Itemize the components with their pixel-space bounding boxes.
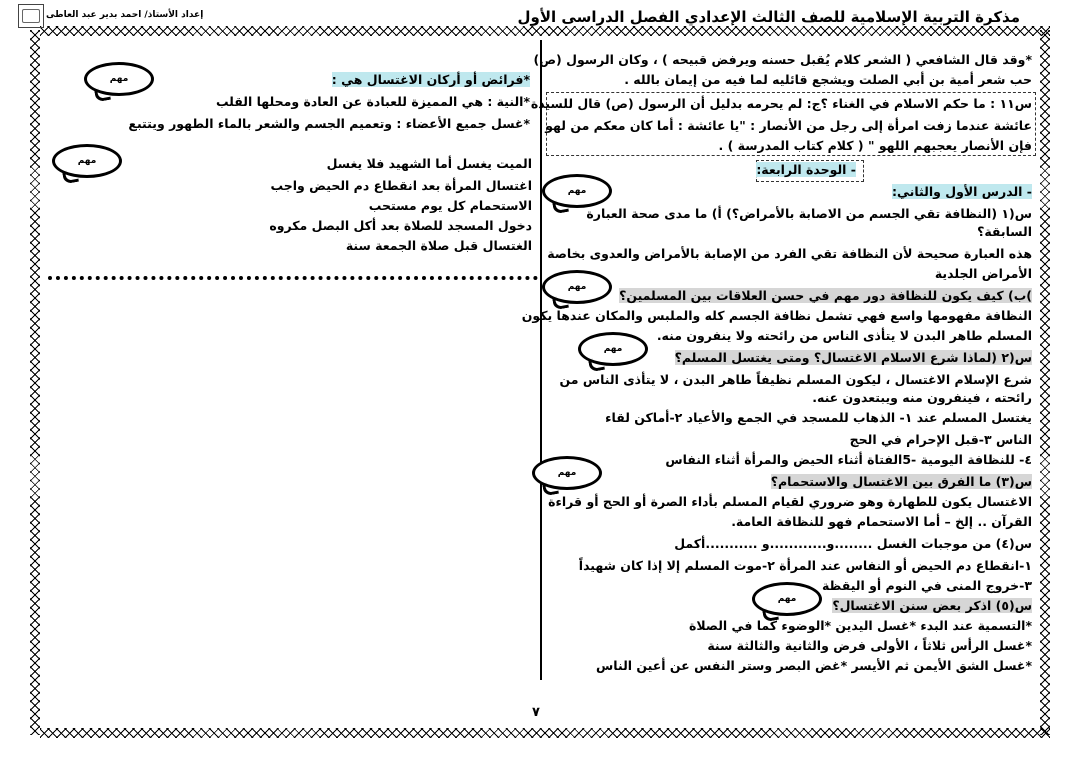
author-credit: إعداد الأستاذ/ احمد بدير عبد العاطى	[46, 10, 204, 20]
question-heading: س(٣) ما الفرق بين الاغتسال والاستحمام؟	[770, 474, 1032, 489]
decorative-border-right	[1040, 30, 1050, 735]
decorative-border-left	[30, 30, 40, 735]
right-line: *وقد قال الشافعي ( الشعر كلام يُقبل حسنه ويرفض قبيحه ) ، وكان الرسول (ص)	[533, 52, 1032, 67]
right-line: السابقة؟	[977, 224, 1032, 239]
important-badge: مهم	[752, 582, 822, 616]
important-badge: مهم	[52, 144, 122, 178]
left-line: دخول المسجد للصلاة بعد أكل البصل مكروه	[269, 218, 532, 233]
right-line: *غسل الرأس ثلاثاً ، الأولى فرض والثانية والثالثة سنة	[707, 638, 1032, 653]
dotted-separator	[48, 276, 538, 280]
right-line: س(١ (النظافة تقي الجسم من الاصابة بالأمراض؟) أ) ما مدى صحة العبارة	[586, 206, 1032, 221]
right-line: النظافة مفهومها واسع فهي تشمل نظافة الجسم كله والملبس والمكان عندها يكون	[521, 308, 1032, 323]
right-line: القرآن .. إلخ – أما الاستحمام فهو للنظافة العامة.	[731, 514, 1032, 529]
right-line: يغتسل المسلم عند ١- الذهاب للمسجد في الجمع والأعياد ٢-أماكن لقاء	[605, 410, 1032, 425]
important-badge: مهم	[84, 62, 154, 96]
right-line: ٤- للنظافة اليومية -5الفتاة أثناء الحيض والمرأة أثناء النفاس	[665, 452, 1032, 467]
unit-heading: - الوحدة الرابعة:	[756, 162, 856, 177]
left-heading: *فرائض أو أركان الاغتسال هي :	[331, 72, 530, 87]
question-heading: س(٢ (لماذا شرع الاسلام الاغتسال؟ ومتى يغتسل المسلم؟	[674, 350, 1032, 365]
left-line: الاستحمام كل يوم مستحب	[368, 198, 532, 213]
right-line: ٣-خروج المنى في النوم أو اليقظة	[821, 578, 1032, 593]
right-line: هذه العبارة صحيحة لأن النظافة تقي الفرد من الإصابة بالأمراض والعدوى بخاصة	[547, 246, 1032, 261]
left-line: الميت يغسل أما الشهيد فلا يغسل	[326, 156, 532, 171]
right-line: فإن الأنصار يعجبهم اللهو " ( كلام كتاب المدرسة ) .	[718, 138, 1032, 153]
question-heading: س(٥) اذكر بعض سنن الاغتسال؟	[832, 598, 1032, 613]
page-number: ٧	[532, 705, 540, 720]
page-title: مذكرة التربية الإسلامية للصف الثالث الإعدادي الفصل الدراسى الأول	[517, 8, 1020, 26]
question-heading: )ب) كيف يكون للنظافة دور مهم في حسن العلاقات بين المسلمين؟	[619, 288, 1032, 303]
right-line: ١-انقطاع دم الحيض أو النفاس عند المرأة ٢-موت المسلم إلا إذا كان شهيداً	[578, 558, 1032, 573]
right-line: شرع الإسلام الاغتسال ، ليكون المسلم نظيفاً طاهر البدن ، لا يتأذى الناس من	[559, 372, 1032, 387]
right-line: *التسمية عند البدء *غسل اليدين *الوضوء كما في الصلاة	[689, 618, 1032, 633]
right-line: الأمراض الجلدية	[934, 266, 1032, 281]
right-line: س١١ : ما حكم الاسلام في الغناء ؟ج: لم يحرمه بدليل أن الرسول (ص) قال للسيدة	[530, 96, 1032, 111]
left-line: الغتسال قبل صلاة الجمعة سنة	[345, 238, 532, 253]
right-line: س(٤) من موجبات الغسل ........و............و ...........أكمل	[674, 536, 1032, 551]
important-badge: مهم	[532, 456, 602, 490]
important-badge: مهم	[578, 332, 648, 366]
right-line: الاغتسال يكون للطهارة وهو ضروري لقيام المسلم بأداء الصرة أو الحج أو قراءة	[548, 494, 1032, 509]
important-badge: مهم	[542, 174, 612, 208]
right-line: *غسل الشق الأيمن ثم الأيسر *غض البصر وستر النفس عن أعين الناس	[596, 658, 1032, 673]
right-line: رائحته ، فينفرون منه ويبتعدون عنه.	[812, 390, 1032, 405]
left-line: *النية : هي المميزة للعبادة عن العادة ومحلها القلب	[215, 94, 530, 109]
column-divider	[540, 40, 542, 680]
decorative-border-top	[40, 26, 1050, 36]
left-line: اغتسال المرأة بعد انقطاع دم الحيض واجب	[270, 178, 532, 193]
important-badge: مهم	[542, 270, 612, 304]
lesson-heading: - الدرس الأول والثاني:	[892, 184, 1032, 199]
decorative-border-bottom	[40, 728, 1050, 738]
logo-icon	[18, 4, 44, 28]
right-line: حب شعر أمية بن أبي الصلت ويشجع قائليه لما فيه من إيمان بالله .	[624, 72, 1032, 87]
right-line: عائشة عندما زفت امرأة إلى رجل من الأنصار : "يا عائشة : أما كان معكم من لهو	[545, 118, 1032, 133]
right-line: الناس ٣-قبل الإحرام في الحج	[849, 432, 1032, 447]
right-line: المسلم طاهر البدن لا يتأذى الناس من رائحته ولا ينفرون منه.	[656, 328, 1032, 343]
left-line: *غسل جميع الأعضاء : وتعميم الجسم والشعر بالماء الطهور ويتتبع	[128, 116, 530, 131]
